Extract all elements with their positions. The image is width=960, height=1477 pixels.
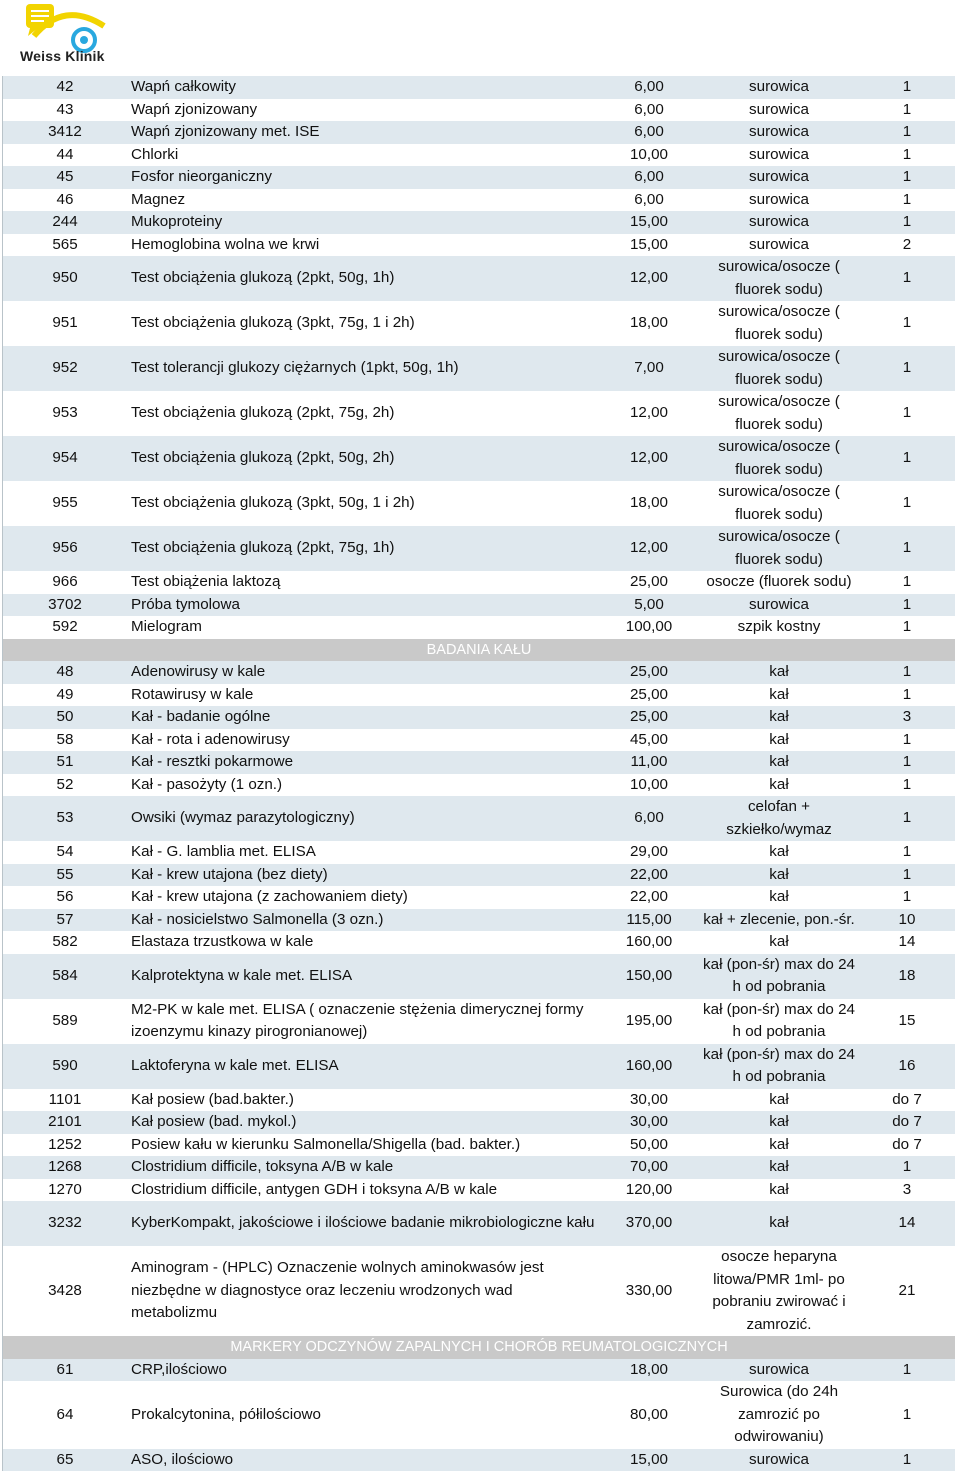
table-row: [3, 729, 956, 752]
test-days-cell: do 7: [859, 1089, 955, 1112]
test-price-cell: 5,00: [599, 594, 699, 617]
test-price-cell: 12,00: [599, 391, 699, 436]
price-table: [2, 76, 955, 1471]
table-row: [3, 391, 956, 436]
test-price-cell: 18,00: [599, 1359, 699, 1382]
test-name-cell: Kalprotektyna w kale met. ELISA: [127, 954, 599, 999]
table-row: [3, 1156, 956, 1179]
table-row: [3, 346, 956, 391]
test-name-cell: KyberKompakt, jakościowe i ilościowe badanie mikrobiologiczne kału: [127, 1201, 599, 1246]
test-code-cell: 955: [3, 481, 128, 526]
test-price-cell: 29,00: [599, 841, 699, 864]
table-row: [3, 886, 956, 909]
test-name-cell: Rotawirusy w kale: [127, 684, 599, 707]
test-code-cell: 44: [3, 144, 128, 167]
test-days-cell: 1: [859, 886, 955, 909]
test-code-cell: 1268: [3, 1156, 128, 1179]
test-code-cell: 43: [3, 99, 128, 122]
test-code-cell: 1270: [3, 1179, 128, 1202]
table-row: [3, 99, 956, 122]
test-code-cell: 956: [3, 526, 128, 571]
test-name-cell: Fosfor nieorganiczny: [127, 166, 599, 189]
test-price-cell: 11,00: [599, 751, 699, 774]
test-name-cell: Kał - rota i adenowirusy: [127, 729, 599, 752]
test-material-cell: surowica: [699, 99, 859, 122]
test-days-cell: 1: [859, 1359, 955, 1382]
table-row: [3, 751, 956, 774]
test-code-cell: 3428: [3, 1246, 128, 1336]
test-price-cell: 6,00: [599, 189, 699, 212]
table-row: [3, 1449, 956, 1472]
test-name-cell: CRP,ilościowo: [127, 1359, 599, 1382]
test-code-cell: 56: [3, 886, 128, 909]
section-title: MARKERY ODCZYNÓW ZAPALNYCH I CHORÓB REUMATOLOGICZNYCH: [3, 1336, 956, 1359]
test-price-cell: 160,00: [599, 1044, 699, 1089]
table-row: [3, 1134, 956, 1157]
test-material-cell: kał: [699, 1089, 859, 1112]
test-name-cell: Posiew kału w kierunku Salmonella/Shigella (bad. bakter.): [127, 1134, 599, 1157]
test-name-cell: Wapń zjonizowany met. ISE: [127, 121, 599, 144]
test-price-cell: 22,00: [599, 864, 699, 887]
test-price-cell: 50,00: [599, 1134, 699, 1157]
test-price-cell: 22,00: [599, 886, 699, 909]
test-material-cell: kał: [699, 751, 859, 774]
table-row: [3, 1359, 956, 1382]
table-row: [3, 684, 956, 707]
test-price-cell: 18,00: [599, 301, 699, 346]
test-code-cell: 950: [3, 256, 128, 301]
test-price-cell: 10,00: [599, 144, 699, 167]
test-price-cell: 160,00: [599, 931, 699, 954]
table-row: [3, 436, 956, 481]
test-price-cell: 120,00: [599, 1179, 699, 1202]
test-name-cell: Próba tymolowa: [127, 594, 599, 617]
test-material-cell: osocze (fluorek sodu): [699, 571, 859, 594]
table-row: [3, 166, 956, 189]
test-price-cell: 30,00: [599, 1111, 699, 1134]
table-row: [3, 76, 956, 99]
table-row: [3, 909, 956, 932]
test-name-cell: Laktoferyna w kale met. ELISA: [127, 1044, 599, 1089]
test-price-cell: 10,00: [599, 774, 699, 797]
test-days-cell: 1: [859, 301, 955, 346]
test-days-cell: 1: [859, 256, 955, 301]
test-name-cell: Mukoproteiny: [127, 211, 599, 234]
test-material-cell: surowica/osocze ( fluorek sodu): [699, 526, 859, 571]
test-material-cell: Surowica (do 24h zamrozić po odwirowaniu): [699, 1381, 859, 1449]
test-material-cell: osocze heparyna litowa/PMR 1ml- po pobraniu zwirować i zamrozić.: [699, 1246, 859, 1336]
test-days-cell: 1: [859, 751, 955, 774]
test-code-cell: 2101: [3, 1111, 128, 1134]
test-days-cell: 3: [859, 1179, 955, 1202]
table-row: [3, 234, 956, 257]
test-code-cell: 953: [3, 391, 128, 436]
test-code-cell: 3412: [3, 121, 128, 144]
test-days-cell: 1: [859, 526, 955, 571]
table-row: [3, 121, 956, 144]
test-name-cell: Test obciążenia glukozą (2pkt, 50g, 1h): [127, 256, 599, 301]
test-material-cell: surowica: [699, 234, 859, 257]
test-name-cell: Test obciążenia glukozą (3pkt, 50g, 1 i 2h): [127, 481, 599, 526]
test-days-cell: 3: [859, 706, 955, 729]
test-name-cell: Elastaza trzustkowa w kale: [127, 931, 599, 954]
table-row: [3, 999, 956, 1044]
test-price-cell: 25,00: [599, 571, 699, 594]
table-row: [3, 1179, 956, 1202]
table-row: [3, 526, 956, 571]
test-material-cell: surowica/osocze ( fluorek sodu): [699, 301, 859, 346]
test-days-cell: 1: [859, 166, 955, 189]
table-row: [3, 1111, 956, 1134]
table-row: [3, 864, 956, 887]
test-code-cell: 55: [3, 864, 128, 887]
test-name-cell: M2-PK w kale met. ELISA ( oznaczenie stężenia dimerycznej formy izoenzymu kinazy pirogronianowej): [127, 999, 599, 1044]
test-material-cell: kał: [699, 1134, 859, 1157]
test-name-cell: Test obciążenia glukozą (3pkt, 75g, 1 i 2h): [127, 301, 599, 346]
test-name-cell: Kał - krew utajona (bez diety): [127, 864, 599, 887]
test-material-cell: kał: [699, 661, 859, 684]
test-name-cell: Kał - resztki pokarmowe: [127, 751, 599, 774]
test-code-cell: 582: [3, 931, 128, 954]
test-days-cell: 1: [859, 189, 955, 212]
test-name-cell: Kał - krew utajona (z zachowaniem diety): [127, 886, 599, 909]
table-row: [3, 1201, 956, 1246]
test-name-cell: Wapń całkowity: [127, 76, 599, 99]
test-material-cell: kał: [699, 729, 859, 752]
test-name-cell: Kał - badanie ogólne: [127, 706, 599, 729]
test-material-cell: kał + zlecenie, pon.-śr.: [699, 909, 859, 932]
test-days-cell: 1: [859, 616, 955, 639]
test-code-cell: 46: [3, 189, 128, 212]
test-material-cell: surowica/osocze ( fluorek sodu): [699, 256, 859, 301]
test-material-cell: surowica: [699, 166, 859, 189]
test-code-cell: 589: [3, 999, 128, 1044]
logo-text: Weiss Klinik: [20, 48, 105, 64]
test-price-cell: 6,00: [599, 121, 699, 144]
test-name-cell: Test obiążenia laktozą: [127, 571, 599, 594]
test-price-cell: 80,00: [599, 1381, 699, 1449]
test-days-cell: 1: [859, 571, 955, 594]
test-code-cell: 954: [3, 436, 128, 481]
test-code-cell: 53: [3, 796, 128, 841]
test-code-cell: 52: [3, 774, 128, 797]
test-material-cell: kał: [699, 1201, 859, 1246]
test-name-cell: Owsiki (wymaz parazytologiczny): [127, 796, 599, 841]
test-name-cell: Kał posiew (bad.bakter.): [127, 1089, 599, 1112]
table-row: [3, 1381, 956, 1449]
test-code-cell: 54: [3, 841, 128, 864]
test-price-cell: 195,00: [599, 999, 699, 1044]
test-price-cell: 18,00: [599, 481, 699, 526]
test-material-cell: surowica: [699, 121, 859, 144]
test-material-cell: surowica: [699, 76, 859, 99]
table-row: [3, 661, 956, 684]
test-days-cell: 1: [859, 841, 955, 864]
test-code-cell: 952: [3, 346, 128, 391]
test-days-cell: 1: [859, 99, 955, 122]
table-row: [3, 841, 956, 864]
test-code-cell: 3232: [3, 1201, 128, 1246]
test-material-cell: kał (pon-śr) max do 24 h od pobrania: [699, 954, 859, 999]
table-row: [3, 1246, 956, 1336]
test-material-cell: kał: [699, 706, 859, 729]
price-table-body: [3, 76, 956, 1471]
test-days-cell: 1: [859, 76, 955, 99]
test-days-cell: 15: [859, 999, 955, 1044]
test-days-cell: 1: [859, 144, 955, 167]
table-row: [3, 594, 956, 617]
test-days-cell: 1: [859, 1449, 955, 1472]
test-name-cell: ASO, ilościowo: [127, 1449, 599, 1472]
test-days-cell: 1: [859, 1156, 955, 1179]
test-price-cell: 330,00: [599, 1246, 699, 1336]
test-name-cell: Clostridium difficile, toksyna A/B w kale: [127, 1156, 599, 1179]
test-name-cell: Magnez: [127, 189, 599, 212]
table-row: [3, 1044, 956, 1089]
test-name-cell: Kał posiew (bad. mykol.): [127, 1111, 599, 1134]
test-material-cell: surowica: [699, 1449, 859, 1472]
test-name-cell: Kał - G. lamblia met. ELISA: [127, 841, 599, 864]
test-material-cell: surowica: [699, 211, 859, 234]
table-row: [3, 616, 956, 639]
test-code-cell: 42: [3, 76, 128, 99]
test-price-cell: 150,00: [599, 954, 699, 999]
test-price-cell: 12,00: [599, 256, 699, 301]
test-material-cell: kał: [699, 931, 859, 954]
test-material-cell: kał (pon-śr) max do 24 h od pobrania: [699, 1044, 859, 1089]
test-code-cell: 49: [3, 684, 128, 707]
test-price-cell: 70,00: [599, 1156, 699, 1179]
test-code-cell: 590: [3, 1044, 128, 1089]
test-price-cell: 6,00: [599, 796, 699, 841]
page-header: [0, 0, 960, 76]
test-days-cell: 1: [859, 661, 955, 684]
table-row: [3, 706, 956, 729]
test-days-cell: 1: [859, 481, 955, 526]
test-days-cell: do 7: [859, 1111, 955, 1134]
section-header-row: [3, 1336, 956, 1359]
test-material-cell: kał: [699, 774, 859, 797]
test-material-cell: kał (pon-śr) max do 24 h od pobrania: [699, 999, 859, 1044]
test-code-cell: 951: [3, 301, 128, 346]
test-code-cell: 58: [3, 729, 128, 752]
table-row: [3, 256, 956, 301]
test-price-cell: 370,00: [599, 1201, 699, 1246]
test-days-cell: 14: [859, 931, 955, 954]
table-row: [3, 301, 956, 346]
table-row: [3, 571, 956, 594]
test-name-cell: Test obciążenia glukozą (2pkt, 75g, 1h): [127, 526, 599, 571]
test-days-cell: 1: [859, 684, 955, 707]
test-days-cell: do 7: [859, 1134, 955, 1157]
test-code-cell: 1252: [3, 1134, 128, 1157]
test-name-cell: Chlorki: [127, 144, 599, 167]
test-material-cell: kał: [699, 1111, 859, 1134]
test-days-cell: 2: [859, 234, 955, 257]
test-material-cell: kał: [699, 864, 859, 887]
test-days-cell: 1: [859, 1381, 955, 1449]
test-days-cell: 1: [859, 391, 955, 436]
test-price-cell: 25,00: [599, 661, 699, 684]
test-name-cell: Adenowirusy w kale: [127, 661, 599, 684]
test-material-cell: surowica: [699, 144, 859, 167]
test-price-cell: 12,00: [599, 436, 699, 481]
test-code-cell: 584: [3, 954, 128, 999]
table-row: [3, 189, 956, 212]
table-row: [3, 144, 956, 167]
test-price-cell: 6,00: [599, 166, 699, 189]
test-material-cell: kał: [699, 1156, 859, 1179]
test-days-cell: 16: [859, 1044, 955, 1089]
table-row: [3, 796, 956, 841]
test-code-cell: 3702: [3, 594, 128, 617]
test-name-cell: Kał - pasożyty (1 ozn.): [127, 774, 599, 797]
table-row: [3, 1089, 956, 1112]
test-code-cell: 61: [3, 1359, 128, 1382]
test-days-cell: 1: [859, 121, 955, 144]
table-row: [3, 211, 956, 234]
test-price-cell: 6,00: [599, 99, 699, 122]
test-code-cell: 51: [3, 751, 128, 774]
test-price-cell: 15,00: [599, 211, 699, 234]
test-price-cell: 7,00: [599, 346, 699, 391]
table-row: [3, 481, 956, 526]
test-price-cell: 30,00: [599, 1089, 699, 1112]
test-material-cell: surowica: [699, 189, 859, 212]
test-name-cell: Test tolerancji glukozy ciężarnych (1pkt, 50g, 1h): [127, 346, 599, 391]
test-material-cell: kał: [699, 1179, 859, 1202]
test-name-cell: Mielogram: [127, 616, 599, 639]
table-row: [3, 774, 956, 797]
test-name-cell: Prokalcytonina, półilościowo: [127, 1381, 599, 1449]
test-material-cell: surowica/osocze ( fluorek sodu): [699, 436, 859, 481]
test-code-cell: 48: [3, 661, 128, 684]
test-price-cell: 100,00: [599, 616, 699, 639]
test-price-cell: 45,00: [599, 729, 699, 752]
table-row: [3, 931, 956, 954]
test-days-cell: 1: [859, 594, 955, 617]
test-days-cell: 21: [859, 1246, 955, 1336]
test-name-cell: Hemoglobina wolna we krwi: [127, 234, 599, 257]
test-material-cell: surowica/osocze ( fluorek sodu): [699, 346, 859, 391]
test-name-cell: Test obciążenia glukozą (2pkt, 50g, 2h): [127, 436, 599, 481]
test-price-cell: 115,00: [599, 909, 699, 932]
test-days-cell: 1: [859, 729, 955, 752]
test-code-cell: 57: [3, 909, 128, 932]
test-days-cell: 1: [859, 774, 955, 797]
test-code-cell: 50: [3, 706, 128, 729]
test-days-cell: 18: [859, 954, 955, 999]
test-material-cell: szpik kostny: [699, 616, 859, 639]
test-material-cell: surowica/osocze ( fluorek sodu): [699, 391, 859, 436]
test-days-cell: 1: [859, 864, 955, 887]
test-code-cell: 64: [3, 1381, 128, 1449]
test-days-cell: 1: [859, 436, 955, 481]
test-days-cell: 1: [859, 346, 955, 391]
test-code-cell: 565: [3, 234, 128, 257]
test-code-cell: 1101: [3, 1089, 128, 1112]
test-material-cell: celofan + szkiełko/wymaz: [699, 796, 859, 841]
test-days-cell: 1: [859, 211, 955, 234]
test-price-cell: 15,00: [599, 234, 699, 257]
test-code-cell: 592: [3, 616, 128, 639]
test-days-cell: 14: [859, 1201, 955, 1246]
test-name-cell: Aminogram - (HPLC) Oznaczenie wolnych aminokwasów jest niezbędne w diagnostyce oraz leczeniu wrodzonych wad metabolizmu: [127, 1246, 599, 1336]
test-name-cell: Clostridium difficile, antygen GDH i toksyna A/B w kale: [127, 1179, 599, 1202]
test-price-cell: 25,00: [599, 706, 699, 729]
test-days-cell: 10: [859, 909, 955, 932]
test-code-cell: 45: [3, 166, 128, 189]
test-material-cell: surowica/osocze ( fluorek sodu): [699, 481, 859, 526]
test-name-cell: Wapń zjonizowany: [127, 99, 599, 122]
test-price-cell: 6,00: [599, 76, 699, 99]
test-material-cell: kał: [699, 684, 859, 707]
test-code-cell: 244: [3, 211, 128, 234]
test-name-cell: Kał - nosicielstwo Salmonella (3 ozn.): [127, 909, 599, 932]
test-name-cell: Test obciążenia glukozą (2pkt, 75g, 2h): [127, 391, 599, 436]
test-days-cell: 1: [859, 796, 955, 841]
test-material-cell: surowica: [699, 1359, 859, 1382]
test-price-cell: 15,00: [599, 1449, 699, 1472]
test-material-cell: surowica: [699, 594, 859, 617]
test-price-cell: 12,00: [599, 526, 699, 571]
test-code-cell: 65: [3, 1449, 128, 1472]
test-code-cell: 966: [3, 571, 128, 594]
test-material-cell: kał: [699, 886, 859, 909]
table-row: [3, 954, 956, 999]
test-price-cell: 25,00: [599, 684, 699, 707]
section-title: BADANIA KAŁU: [3, 639, 956, 662]
test-material-cell: kał: [699, 841, 859, 864]
section-header-row: [3, 639, 956, 662]
